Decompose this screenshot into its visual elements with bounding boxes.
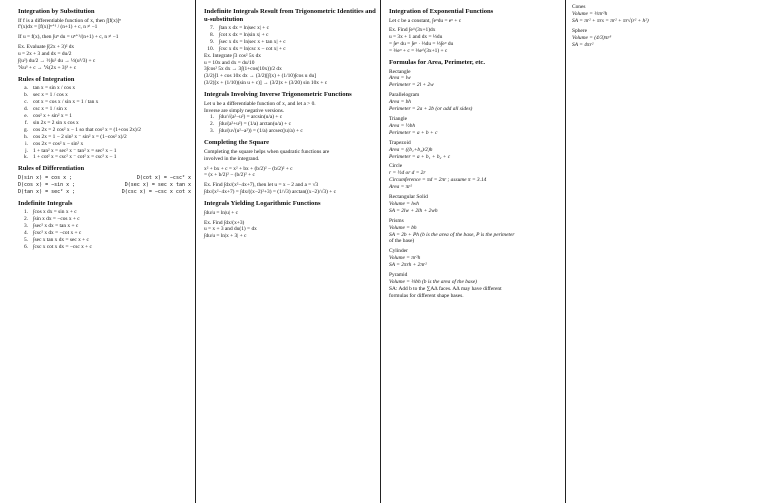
list-marker: h. — [23, 133, 28, 140]
list-marker: 6. — [23, 243, 28, 250]
list-item — [18, 148, 191, 155]
formula-text: tan x = sin x / cos x — [33, 85, 76, 92]
section-heading: Indefinite Integrals — [18, 199, 73, 207]
text-line: Ex. Evaluate ∫(2x + 3)² dx — [18, 44, 75, 51]
list-item — [18, 237, 191, 244]
formula-text: ∫csc x dx = ln|csc x − cot x| + c — [219, 45, 286, 52]
list-item — [18, 244, 191, 251]
text-line: Volume = (4/3)πr³ — [572, 34, 612, 41]
list-marker: e. — [24, 112, 28, 119]
text-line: Ex. Find ∫dx/(x²−4x+7), then let u = x − 2 and a = √3 — [204, 182, 319, 189]
list-item — [18, 230, 191, 237]
list-item — [18, 99, 191, 106]
list-marker: b. — [23, 92, 28, 99]
column-1 — [10, 0, 195, 503]
text-line: Volume = ⅓bh (b is the area of the base) — [389, 279, 477, 285]
formula-text: ∫du/(u√(u²−a²)) = (1/a) arcsec(|u|/a) + c — [219, 128, 303, 135]
list-item — [18, 92, 191, 99]
derivative-row — [18, 182, 191, 189]
text-line: SA = 2πrh + 2πr² — [389, 262, 427, 269]
section-heading: Integrals Yielding Logarithmic Functions — [204, 200, 321, 208]
text-line: (3/2)[x + (1/10)(sin u + c)] → (3/2)x + (3/20) sin 10x + c — [204, 80, 328, 87]
derivative-row — [18, 189, 191, 196]
formula-text: csc x = 1 / sin x — [33, 106, 67, 113]
section-heading: Integrals Involving Inverse Trigonometric Functions — [204, 91, 352, 99]
text-line: Let u be a differentiable function of x, and let a > 0. — [204, 100, 316, 107]
list-marker: c. — [24, 99, 28, 106]
list-marker: j. — [25, 147, 28, 154]
text-line: If u = f(x), then ∫uⁿ du = uⁿ⁺¹/(n+1) + c, n ≠ −1 — [18, 34, 119, 41]
derivative-formula: D(tan x) = sec² x ; — [18, 188, 76, 195]
text-line: x² + bx + c = x² + bx + (b/2)² − (b/2)² + c — [204, 165, 293, 172]
list-item — [204, 128, 376, 135]
list-marker: 3. — [23, 222, 28, 229]
formula-text: ∫du/√(a²−u²) = arcsin(u/a) + c — [219, 114, 283, 121]
list-item — [18, 106, 191, 113]
list-marker: g. — [23, 126, 28, 133]
derivative-formula: D(cot x) = −csc² x — [136, 174, 191, 181]
text-line: u = 2x + 3 and dx = du/2 — [18, 51, 72, 58]
formula-text: ∫sec x tan x dx = sec x + c — [33, 236, 89, 243]
section-heading: Integration of Exponential Functions — [389, 8, 494, 15]
derivative-formula: D(csc x) = −csc x cot x — [121, 188, 191, 195]
text-line: Perimeter = 2l + 2w — [389, 82, 434, 89]
text-line: formulas for different shape bases. — [389, 292, 464, 299]
text-line: f′(x)dx = [f(x)]ⁿ⁺¹ / (n+1) + c, n ≠ −1 — [18, 24, 98, 31]
derivative-formula: D(cos x) = −sin x ; — [18, 181, 76, 188]
formula-text: ∫sec x dx = ln|sec x + tan x| + c — [219, 38, 286, 45]
section-heading: Rules of Differentiation — [18, 165, 85, 173]
numbered-list — [18, 85, 191, 161]
column-2 — [195, 0, 380, 503]
text-line: Perimeter = a + b₁ + b₂ + c — [389, 153, 451, 160]
formula-text: ∫csc² x dx = −cot x + c — [33, 229, 82, 236]
text-line: Circumference = πd = 2πr ; assume π = 3.14 — [389, 177, 487, 184]
list-marker: 1. — [209, 114, 214, 121]
text-line: Volume = πr²h — [389, 255, 421, 262]
text-line: Ex. Integrate ∫3 cos² 5x dx — [204, 52, 261, 59]
formula-text: cos 2x = 2 cos² x − 1 so that cos² x = (1+cos 2x)/2 — [33, 126, 141, 133]
text-line: = (x + b/2)² − (b/2)² + c — [204, 172, 255, 179]
formula-text: cot x = cos x / sin x = 1 / tan x — [33, 99, 99, 106]
section-heading: Integration by Substitution — [18, 8, 95, 15]
section-heading: Completing the Square — [204, 139, 270, 147]
text-line: Volume = lwh — [389, 200, 419, 207]
list-marker: 7. — [209, 25, 214, 31]
list-marker: 3. — [209, 128, 214, 135]
derivative-row — [18, 175, 191, 182]
text-line: Area = ((b₁+b₂)/2)h — [389, 146, 433, 153]
text-line: involved in the integrand. — [204, 155, 260, 162]
formula-text: ∫csc x cot x dx = −csc x + c — [33, 243, 92, 250]
column-3 — [380, 0, 565, 503]
section-heading: Rules of Integration — [18, 75, 75, 83]
list-marker: 5. — [23, 236, 28, 243]
text-line: 3∫cos² 5x dx → 3∫(1+cos(10x))/2 dx — [204, 66, 282, 73]
list-marker: f. — [24, 119, 28, 126]
numbered-list — [204, 25, 376, 53]
text-line: ∫(u²) du/2 → ½∫u² du → ½(u³/3) + c — [18, 58, 96, 65]
text-line: SA = 4πr² — [572, 41, 594, 48]
formula-text: ∫sin x dx = −cos x + c — [33, 215, 80, 222]
text-line: Pyramid — [389, 272, 408, 279]
list-item — [18, 216, 191, 223]
text-line: of the base) — [389, 238, 415, 245]
text-line: Let c be a constant, ∫eᵘdu = eᵘ + c — [389, 17, 462, 24]
column-4 — [565, 0, 768, 503]
text-line: (3/2)∫1 + cos 10x dx → (3/2)[∫(x) + (1/10)∫cos u du] — [204, 73, 317, 80]
list-marker: 1. — [23, 209, 28, 216]
text-line: Triangle — [389, 115, 408, 122]
formula-text: cos² x + sin² x = 1 — [33, 112, 72, 119]
formula-text: ∫cot x dx = ln|sin x| + c — [219, 31, 269, 38]
text-line: SA = πr² + πrs = πr² + πr√(r² + h²) — [572, 17, 649, 24]
list-item — [18, 209, 191, 216]
list-marker: i. — [25, 140, 28, 147]
text-line: ∫du/u = ln|x + 3| + c — [204, 233, 247, 240]
list-marker: 9. — [209, 38, 214, 45]
formula-text: sec x = 1 / cos x — [33, 92, 68, 99]
list-item — [18, 113, 191, 120]
text-line: ∫dx/(x²−4x+7) = ∫dx/((x−2)²+3) = (1/√3) arctan((x−2)/√3) + c — [204, 189, 337, 196]
text-line: Parallelogram — [389, 92, 420, 99]
list-marker: a. — [24, 85, 28, 92]
derivative-formula: D(sec x) = sec x tan x — [124, 181, 191, 188]
text-line: u = 3x + 1 and dx = ⅓du — [389, 34, 443, 41]
numbered-list — [204, 114, 376, 135]
text-line: ∫du/u = ln|u| + c — [204, 209, 238, 216]
list-item — [204, 46, 376, 53]
text-line: Area = lw — [389, 75, 411, 82]
text-line: Rectangular Solid — [389, 194, 428, 201]
text-line: Area = bh — [389, 99, 412, 106]
text-line: SA = 2lw + 2lh + 2wh — [389, 207, 438, 214]
list-item — [18, 120, 191, 127]
formula-text: sin 2x = 2 sin x cos x — [33, 119, 79, 126]
list-marker: 4. — [23, 229, 28, 236]
text-line: Cones — [572, 4, 586, 10]
list-marker: 10. — [207, 45, 214, 52]
formula-text: 1 + tan² x = sec² x ⁻ tan² x = sec² x − 1 — [33, 147, 117, 154]
formula-text: cos 2x = cos² x − sin² x — [33, 140, 84, 147]
text-line: Ex. Find ∫e^(3x+1)dx — [389, 27, 436, 34]
list-item — [204, 39, 376, 46]
list-item — [18, 154, 191, 161]
text-line: u = x + 3 and du(1) = dx — [204, 226, 257, 233]
text-line: Trapezoid — [389, 139, 411, 146]
list-item — [204, 25, 376, 32]
text-line: = ∫eᵘ du = ∫eᵘ · ⅓du = ⅓∫eᵘ du — [389, 41, 454, 48]
text-line: SA: Add b to the ∑A∆ faces. A∆ may have different — [389, 285, 502, 292]
text-line: Prisms — [389, 217, 404, 224]
text-line: Area = ½bh — [389, 122, 416, 129]
formula-text: ∫du/(a²+u²) = (1/a) arctan(u/a) + c — [219, 121, 292, 128]
text-line: Volume = bh — [389, 224, 417, 231]
list-marker: d. — [23, 106, 28, 113]
formula-text: ∫cos x dx = sin x + c — [33, 209, 77, 216]
list-item — [18, 223, 191, 230]
list-item — [18, 85, 191, 92]
formula-text: 1 + cot² x = csc² x ⁻ cot² x = csc² x − 1 — [33, 154, 117, 161]
list-marker: 2. — [23, 215, 28, 222]
text-line: Cylinder — [389, 248, 408, 255]
list-item — [18, 127, 191, 134]
text-line: If f is a differentiable function of x, then ∫[f(x)]ⁿ — [18, 17, 122, 24]
text-line: Sphere — [572, 27, 587, 34]
text-line: = ⅓eᵘ + c = ⅓e^(3x+1) + c — [389, 48, 448, 55]
text-line: Volume = ⅓πr²h — [572, 10, 608, 17]
text-line: u = 10x and dx = du/10 — [204, 59, 255, 66]
numbered-list — [18, 209, 191, 250]
list-marker: 2. — [209, 121, 214, 128]
text-line: Completing the square helps when quadratic functions are — [204, 148, 330, 155]
text-line: Perimeter = 2a + 2b (or add all sides) — [389, 106, 473, 113]
list-item — [204, 32, 376, 39]
text-line: SA = 2b + Ph (b is the area of the base, P is the perimeter — [389, 231, 515, 238]
list-marker: k. — [23, 154, 28, 161]
list-item — [18, 134, 191, 141]
section-heading: Indefinite Integrals Result from Trigonometric Identities and u-substitution — [204, 8, 376, 23]
formula-text: ∫sec² x dx = tan x + c — [33, 222, 79, 229]
section-heading: Formulas for Area, Perimeter, etc. — [389, 59, 485, 67]
derivative-formula: D(sin x) = cos x ; — [18, 174, 73, 181]
formula-text: ∫tan x dx = ln|sec x| + c — [219, 25, 269, 31]
text-line: Rectangle — [389, 68, 411, 75]
text-line: ⅙u³ + c → ⅙(2x + 3)³ + c — [18, 64, 77, 71]
text-line: Inverse are simply negative versions. — [204, 107, 285, 114]
list-item — [18, 141, 191, 148]
list-marker: 8. — [209, 31, 214, 38]
formula-text: cos 2x = 1 − 2 sin² x ⁻ sin² x = (1−cos² x)/2 — [33, 133, 127, 140]
text-line: Circle — [389, 163, 403, 170]
text-line: r = ½d or d = 2r — [389, 170, 426, 177]
text-line: Ex. Find ∫dx/(x+3) — [204, 219, 245, 226]
text-line: Perimeter = a + b + c — [389, 129, 438, 136]
text-line: Area = πr² — [389, 184, 413, 191]
